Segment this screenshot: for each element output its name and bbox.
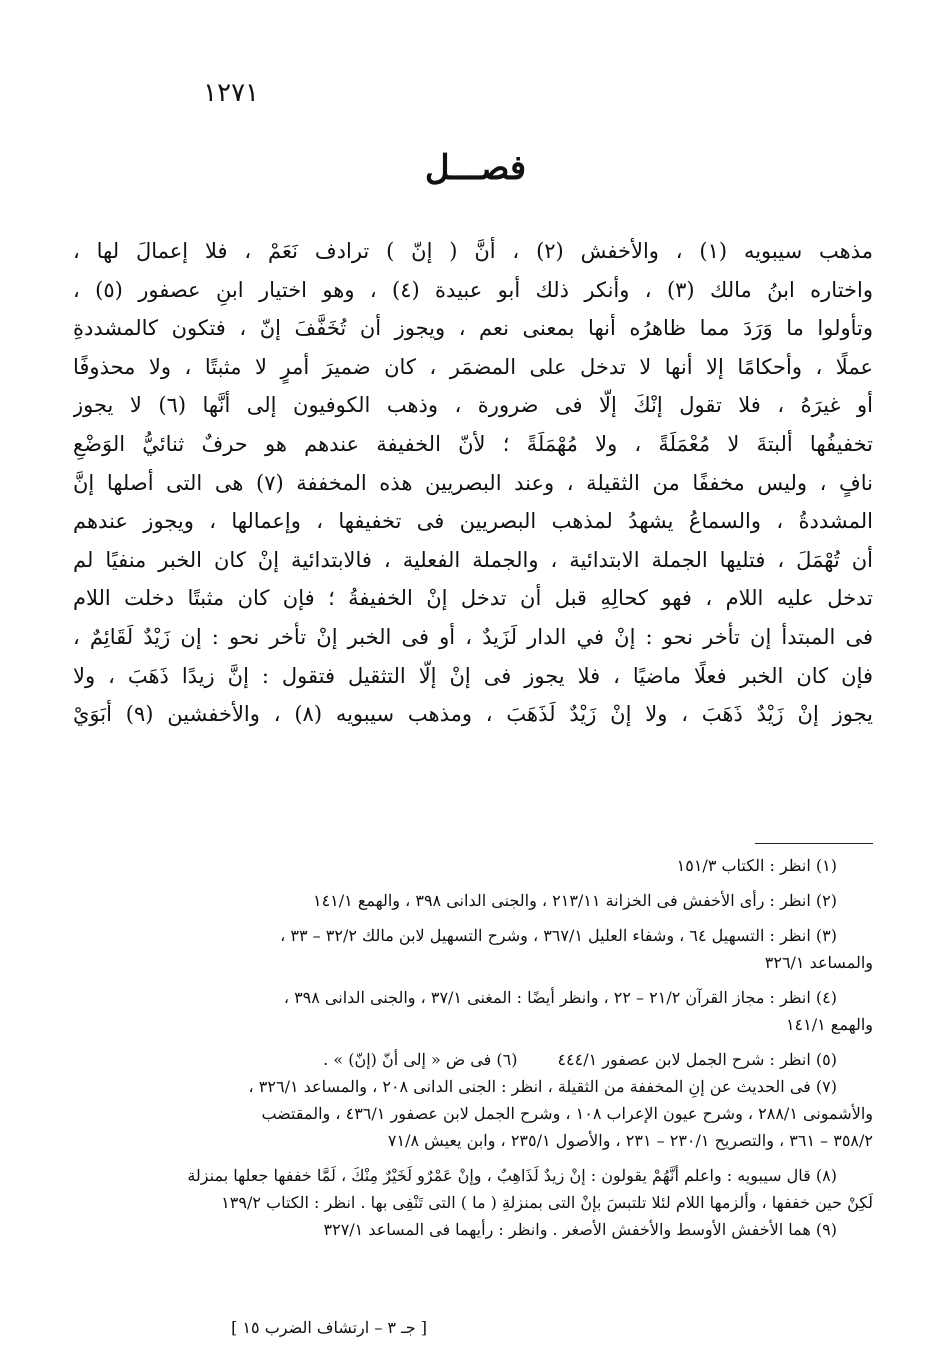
footnote-pair	[73, 1046, 873, 1073]
footnote-7: (٧) فى الحديث عن إنِ المخففة من الثقيلة ، انظر : الجنى الدانى ٢٠٨ ، والمساعد ٣٢٦/١ ،	[248, 1077, 837, 1096]
footnote-3: (٣) انظر : التسهيل ٦٤ ، وشفاء العليل ٣٦٧/١ ، وشرح التسهيل لابن مالك ٣٢/٢ – ٣٣ ،	[280, 926, 837, 945]
text-line: عملًا ، وأحكامًا إلا أنها لا تدخل على المضمَر ، كان ضميرَ أمرٍ لا مثبتًا ، ولا محذوفًا	[73, 354, 873, 379]
text-line: يجوز إنْ زَيْدٌ ذَهَبَ ، ولا إنْ زَيْدٌ لَذَهَبَ ، ومذهب سيبويه (٨) ، والأخفشين (٩) أبَوَيْ	[73, 702, 873, 727]
footnote-divider	[755, 843, 873, 844]
text-line: تدخل عليه اللام ، فهو كحالِهِ قبل أن تدخل إنْ الخفيفةُ ؛ فإن كان مثبتًا دخلت اللام	[73, 586, 873, 611]
footnote-2: (٢) انظر : رأى الأخفش فى الخزانة ٢١٣/١١ ، والجنى الدانى ٣٩٨ ، والهمع ١٤١/١	[312, 891, 837, 910]
text-line: تخفيفُها ألبتةَ لا مُعْمَلَةً ، ولا مُهْمَلَةً ؛ لأنّ الخفيفة عندهم هو حرفٌ ثنائيُّ الوَضْعِ	[73, 431, 873, 456]
footnote-9: (٩) هما الأخفش الأوسط والأخفش الأصغر . وانظر : رأيهما فى المساعد ٣٢٧/١	[323, 1220, 837, 1239]
footnote-1: (١) انظر : الكتاب ١٥١/٣	[676, 856, 837, 875]
section-title: فصـــل	[424, 148, 527, 188]
footnote-3-continued: والمساعد ٣٢٦/١	[764, 953, 873, 972]
footnote-6: (٦) فى ض « إلى أنّ (إنّ) » .	[323, 1050, 518, 1069]
text-line: فى المبتدأ إن تأخر نحو : إنْ في الدار لَزَيدٌ ، أو فى الخبر إنْ تأخر نحو : إن زَيْدٌ لَقَائِمٌ ،	[73, 624, 873, 649]
footnotes	[73, 852, 873, 1243]
main-text	[73, 232, 873, 734]
text-line: واختاره ابنُ مالك (٣) ، وأنكر ذلك أبو عبيدة (٤) ، وهو اختيار ابنِ عصفور (٥) ،	[73, 277, 873, 302]
text-line: المشددةُ ، والسماعُ يشهدُ لمذهب البصريين فى تخفيفها ، وإعمالها ، ويجوز عندهم	[73, 509, 873, 534]
text-line: نافٍ ، وليس مخففًا من الثقيلة ، وعند البصريين هذه المخففة (٧) هى التى أصلها إنَّ	[73, 470, 873, 495]
footnote-5: (٥) انظر : شرح الجمل لابن عصفور ٤٤٤/١	[557, 1050, 837, 1069]
text-line: أو غيرَهُ ، فلا تقول إنْكَ إلّا فى ضرورة ، وذهب الكوفيون إلى أنَّها (٦) لا يجوز	[73, 393, 873, 418]
page-number: ١٢٧١	[203, 78, 259, 108]
text-line: فإن كان الخبر فعلًا ماضيًا ، فلا يجوز فى إنْ إلّا التثقيل فتقول : إنَّ زيدًا ذَهَبَ ، ولا	[73, 663, 873, 688]
footnote-7-continued: ٣٥٨/٢ – ٣٦١ ، والتصريح ٢٣٠/١ – ٢٣١ ، والأصول ٢٣٥/١ ، وابن يعيش ٧١/٨	[387, 1131, 873, 1150]
footnote-4-continued: والهمع ١٤١/١	[785, 1015, 873, 1034]
page-signature: [ جـ ٣ – ارتشاف الضرب ١٥ ]	[231, 1318, 427, 1337]
text-line: وتأولوا ما وَرَدَ مما ظاهرُه أنها بمعنى نعم ، ويجوز أن تُخَفَّفَ إنّ ، فتكون كالمشددةِ	[73, 316, 873, 341]
footnote-7-continued: والأشمونى ٢٨٨/١ ، وشرح عيون الإعراب ١٠٨ ، وشرح الجمل لابن عصفور ٤٣٦/١ ، والمقتضب	[261, 1104, 873, 1123]
text-line: أن تُهْمَلَ ، فتليها الجملة الابتدائية ، والجملة الفعلية ، فالابتدائية إنْ كان الخبر منفيًا لم	[73, 547, 873, 572]
footnote-8: (٨) قال سيبويه : واعلم أنَّهُمْ يقولون : إنْ زيدٌ لَذَاهِبٌ ، وإنْ عَمْرٌو لَخَيْرٌ مِنْكَ ، لَمَّا خففها جعلها بمنزلة	[187, 1166, 837, 1185]
footnote-4: (٤) انظر : مجاز القرآن ٢١/٢ – ٢٢ ، وانظر أيضًا : المغنى ٣٧/١ ، والجنى الدانى ٣٩٨ ،	[283, 988, 837, 1007]
footnote-8-continued: لَكِنْ حين خففها ، وألزمها اللام لئلا تلتبسَ بإنْ التى بمنزلةِ ( ما ) التى تَنْفِى بها . انظر : الكتاب ١٣٩/٢	[221, 1193, 873, 1212]
text-line: مذهب سيبويه (١) ، والأخفش (٢) ، أنَّ ( إنّ ) ترادف نَعَمْ ، فلا إعمالَ لها ،	[73, 239, 873, 263]
